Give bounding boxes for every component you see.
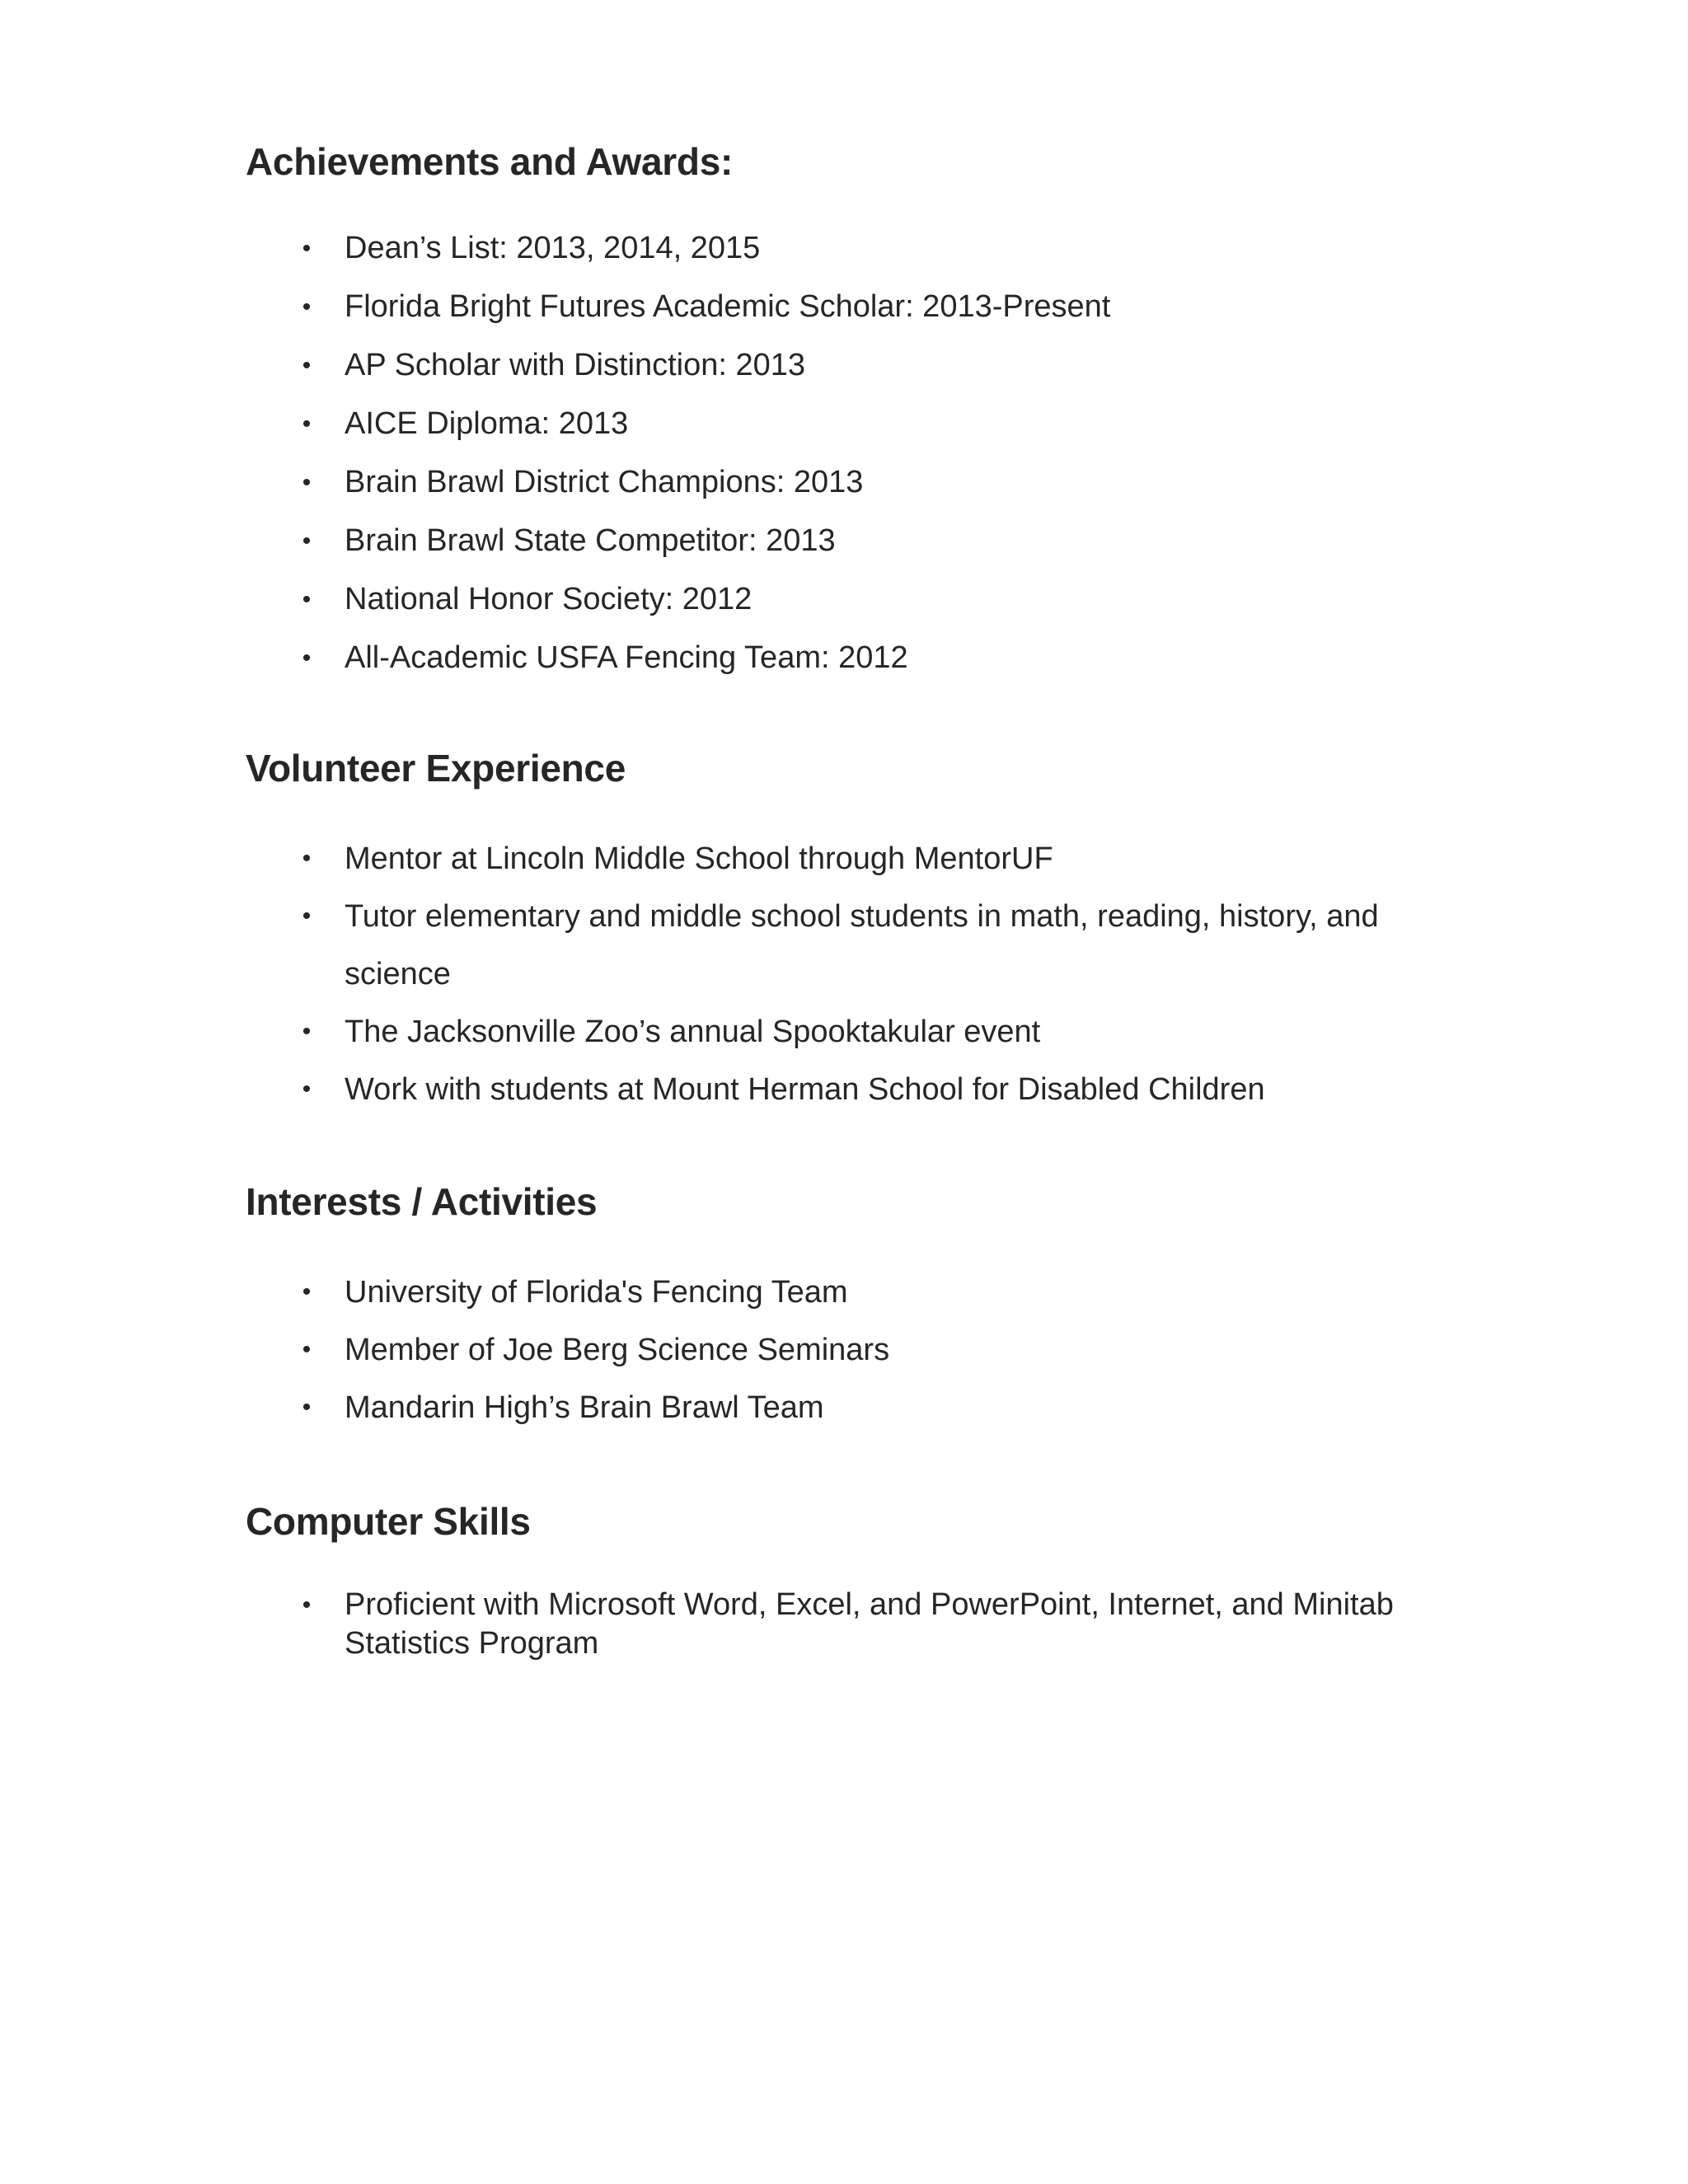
bullet-icon: • bbox=[302, 1394, 312, 1421]
section-title-interests: Interests / Activities bbox=[246, 1180, 598, 1223]
list-item: • Tutor elementary and middle school students in math, reading, history, and science bbox=[246, 888, 1449, 1003]
bullet-icon: • bbox=[302, 902, 312, 930]
bullet-icon: • bbox=[302, 1018, 312, 1045]
bullet-icon: • bbox=[302, 644, 312, 672]
section-achievements bbox=[246, 138, 1449, 687]
section-title-achievements: Achievements and Awards: bbox=[246, 140, 734, 183]
list-item: • Work with students at Mount Herman School for Disabled Children bbox=[246, 1061, 1449, 1118]
list-item: • University of Florida's Fencing Team bbox=[246, 1263, 1449, 1321]
bullet-icon: • bbox=[302, 586, 312, 613]
volunteer-list bbox=[246, 830, 1449, 1118]
bullet-icon: • bbox=[302, 527, 312, 555]
bullet-icon: • bbox=[302, 352, 312, 379]
computer-skills-list bbox=[246, 1586, 1449, 1663]
list-item: • Member of Joe Berg Science Seminars bbox=[246, 1321, 1449, 1379]
achievements-list bbox=[246, 219, 1449, 687]
list-item: • AICE Diploma: 2013 bbox=[246, 395, 1449, 453]
list-item: • All-Academic USFA Fencing Team: 2012 bbox=[246, 629, 1449, 687]
section-interests bbox=[246, 1179, 1449, 1436]
bullet-icon: • bbox=[302, 410, 312, 438]
section-volunteer bbox=[246, 745, 1449, 1118]
bullet-icon: • bbox=[302, 235, 312, 262]
interests-list bbox=[246, 1263, 1449, 1436]
list-item: • Proficient with Microsoft Word, Excel, and PowerPoint, Internet, and Minitab Statistics Program bbox=[246, 1586, 1449, 1663]
bullet-icon: • bbox=[302, 845, 312, 872]
bullet-icon: • bbox=[302, 293, 312, 321]
list-item: • Brain Brawl District Champions: 2013 bbox=[246, 453, 1449, 512]
list-item: • Mandarin High’s Brain Brawl Team bbox=[246, 1379, 1449, 1436]
section-title-volunteer: Volunteer Experience bbox=[246, 747, 626, 790]
list-item: • The Jacksonville Zoo’s annual Spooktakular event bbox=[246, 1003, 1449, 1061]
list-item: • AP Scholar with Distinction: 2013 bbox=[246, 336, 1449, 395]
list-item: • Dean’s List: 2013, 2014, 2015 bbox=[246, 219, 1449, 278]
section-title-computer-skills: Computer Skills bbox=[246, 1500, 531, 1543]
section-computer-skills bbox=[246, 1498, 1449, 1663]
bullet-icon: • bbox=[302, 469, 312, 496]
bullet-icon: • bbox=[302, 1336, 312, 1363]
bullet-icon: • bbox=[302, 1076, 312, 1103]
list-item: • National Honor Society: 2012 bbox=[246, 570, 1449, 629]
list-item: • Florida Bright Futures Academic Scholar: 2013-Present bbox=[246, 278, 1449, 336]
bullet-icon: • bbox=[302, 1278, 312, 1305]
list-item: • Mentor at Lincoln Middle School through MentorUF bbox=[246, 830, 1449, 888]
list-item: • Brain Brawl State Competitor: 2013 bbox=[246, 512, 1449, 570]
bullet-icon: • bbox=[302, 1591, 312, 1619]
